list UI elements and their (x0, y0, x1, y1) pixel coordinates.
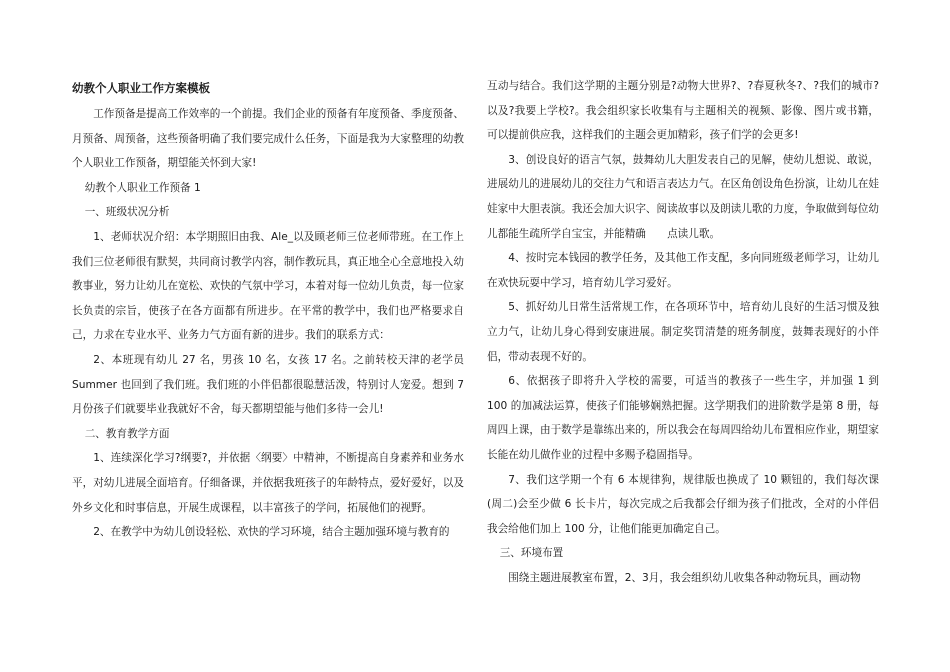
paragraph: 2、本班现有幼儿 27 名，男孩 10 名，女孩 17 名。之前转校天津的老学员 Summer 也回到了我们班。我们班的小伴侣都很聪慧活泼，特别讨人宠爱。想到 7 月份孩子们就要毕业我就好不舍，每天都期望能与他们多待一会儿! (72, 353, 464, 416)
document-title: 幼教个人职业工作方案模板 (72, 81, 210, 95)
plan-heading: 幼教个人职业工作预备 1 (84, 181, 201, 194)
section-heading-2: 二、教育教学方面 (84, 427, 170, 440)
paragraph: 1、连续深化学习?纲要?，并依据〈纲要〉中精神，不断提高自身素养和业务水平，对幼儿进展全面培育。仔细备课，并依据我班孩子的年龄特点，爱好爱好，以及外乡文化和时事信息，开展生成课程，以丰富孩子的学问，拓展他们的视野。 (72, 452, 464, 514)
right-column (487, 74, 879, 590)
paragraph: 5、抓好幼儿日常生活常规工作，在各项环节中，培育幼儿良好的生活习惯及独立力气，让幼儿身心得到安康进展。制定奖罚清楚的班务制度，鼓舞表现好的小伴侣，带动表现不好的。 (487, 301, 879, 363)
section-heading-1: 一、班级状况分析 (84, 206, 170, 219)
paragraph: 6、依据孩子即将升入学校的需要，可适当的教孩子一些生字，并加强 1 到 100 的加减法运算，使孩子们能够娴熟把握。这学期我们的进阶数学是第 8 册，每周四上课，由于数学是靠练出来的，所以我会在每周四给幼儿布置相应作业，期望家长能在幼儿做作业的过程中多赐予稳固指导。 (487, 375, 879, 461)
paragraph: 围绕主题进展教室布置，2、3月，我会组织幼儿收集各种动物玩具，画动物 (508, 571, 861, 584)
paragraph: 3、创设良好的语言气氛，鼓舞幼儿大胆发表自己的见解，使幼儿想说、敢说，进展幼儿的进展幼儿的交往力气和语言表达力气。在区角创设角色扮演，让幼儿在娃娃家中大胆表演。我还会加大识字、阅读故事以及朗读儿歌的力度，争取做到每位幼儿都能生疏所学自宝宝，并能精确 点读儿歌。 (487, 153, 879, 240)
paragraph: 7、我们这学期一个有 6 本规律狗，规律版也换成了 10 颗钮的，我们每次课(周二)会至少做 6 长卡片，每次完成之后我都会仔细为孩子们批改，全对的小伴侣我会给他们加上 100 分，让他们能更加确定自己。 (487, 473, 879, 535)
intro-paragraph: 工作预备是提高工作效率的一个前提。我们企业的预备有年度预备、季度预备、月预备、周预备，这些预备明确了我们要完成什么任务，下面是我为大家整理的幼教个人职业工作预备，期望能关怀到大家! (72, 108, 464, 170)
paragraph: 1、老师状况介绍：本学期照旧由我、Ale_以及顾老师三位老师带班。在工作上我们三位老师很有默契，共同商讨教学内容，制作教玩具，真正地全心全意地投入幼教事业，努力让幼儿在宽松、欢快的气氛中学习，本着对每一位幼儿负责，每一位家长负责的宗旨，使孩子在各方面都有所进步。在平常的教学中，我们也严格要求自己，力求在专业水平、业务力气方面有新的进步。我们的联系方式： (72, 230, 464, 342)
paragraph: 2、在教学中为幼儿创设轻松、欢快的学习环境，结合主题加强环境与教育的 (93, 526, 450, 539)
section-heading-3: 三、环境布置 (499, 547, 564, 560)
paragraph: 4、按时完本钱园的教学任务，及其他工作支配，多向同班级老师学习，让幼儿在欢快玩耍中学习，培育幼儿学习爱好。 (487, 252, 879, 289)
left-column (72, 76, 464, 545)
paragraph-continued: 互动与结合。我们这学期的主题分别是?动物大世界?、?春夏秋冬?、?我们的城市?以及?我要上学校?。我会组织家长收集有与主题相关的视频、影像、图片或书籍，可以提前供应我，这样我们的主题会更加精彩，孩子们学的会更多! (487, 80, 879, 142)
